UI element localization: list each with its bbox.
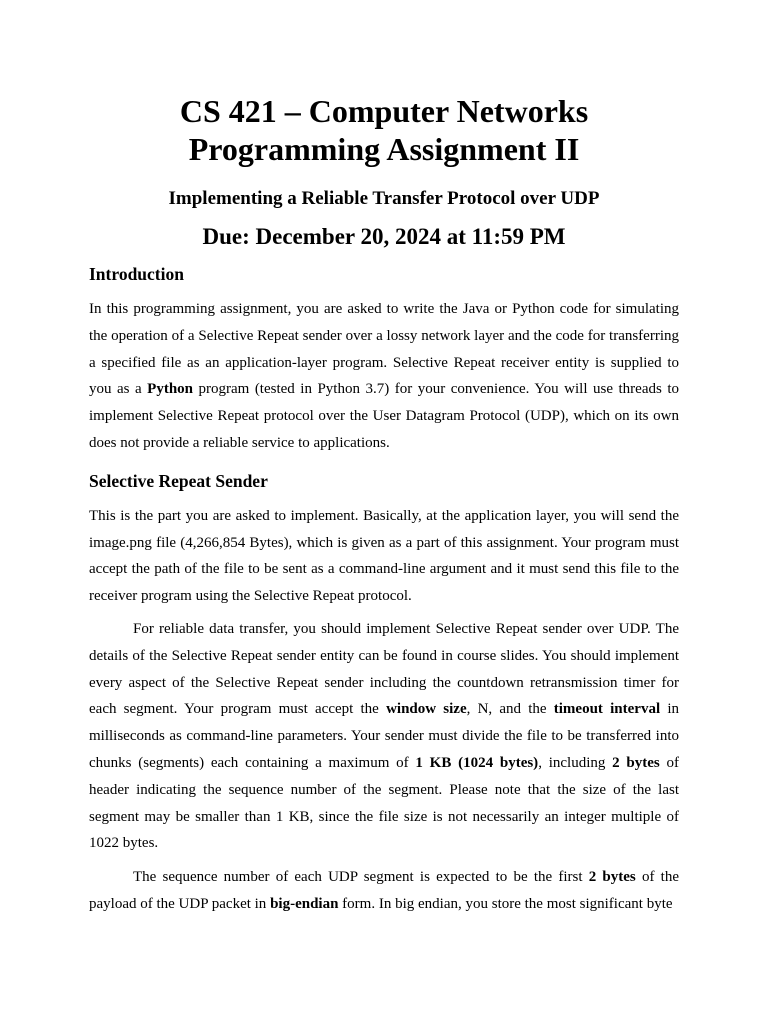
paragraph-sender-3 xyxy=(89,864,679,918)
paragraph-sender-1: This is the part you are asked to implement. Basically, at the application layer, you will send the image.png file (4,266,854 Bytes), which is given as a part of this assignment. Your program must accept the path of the file to be sent as a command-line argument and it must send this file to the receiver program using the Selective Repeat protocol. xyxy=(89,507,679,605)
bold-text: Python xyxy=(147,381,193,398)
text-run: of header indicating the sequence number of the segment. Please note that the size of the last segment may be smaller than 1 KB, since the file size is not necessarily an integer multiple of 1022 bytes. xyxy=(89,754,679,852)
text-run: form. In big endian, you store the most significant byte xyxy=(338,895,673,912)
text-run: , including xyxy=(538,754,613,771)
text-run: In this programming assignment, you are asked to write the Java or Python code for simulating the operation of a Selective Repeat sender over a lossy network layer and the code for transferring a specified file as an application-layer program. Selective Repeat receiver entity is supplied to you as a xyxy=(89,301,679,398)
bold-text: 2 bytes xyxy=(612,754,660,771)
section-heading-introduction: Introduction xyxy=(89,264,184,284)
text-run: , N, and the xyxy=(466,701,554,718)
title-line-1: CS 421 – Computer Networks xyxy=(179,93,589,129)
document-title xyxy=(89,92,679,168)
document-subtitle: Implementing a Reliable Transfer Protocol over UDP xyxy=(168,188,600,209)
paragraph-introduction xyxy=(89,296,679,457)
text-run: For reliable data transfer, you should implement Selective Repeat sender over UDP. The details of the Selective Repeat sender entity can be found in course slides. You should implement every aspect of the Selective Repeat sender including the countdown retransmission timer for each segment. Your program must accept the xyxy=(89,620,679,718)
section-heading-selective-repeat-sender: Selective Repeat Sender xyxy=(89,470,268,491)
title-line-2: Programming Assignment II xyxy=(188,131,580,167)
bold-text: 1 KB (1024 bytes) xyxy=(415,754,539,771)
text-run: program (tested in Python 3.7) for your convenience. You will use threads to implement Selective Repeat protocol over the User Datagram Protocol (UDP), which on its own does not provide a reliable service to applications. xyxy=(89,381,679,451)
bold-text: big-endian xyxy=(270,895,339,912)
text-run: of the payload of the UDP packet in xyxy=(89,869,679,912)
bold-text: window size xyxy=(386,701,467,718)
document-page xyxy=(89,92,679,918)
text-run: The sequence number of each UDP segment is expected to be the first xyxy=(133,869,589,886)
bold-text: timeout interval xyxy=(553,701,661,718)
text-run: in milliseconds as command-line parameters. Your sender must divide the file to be transferred into chunks (segments) each containing a maximum of xyxy=(89,701,680,771)
due-date: Due: December 20, 2024 at 11:59 PM xyxy=(202,224,566,249)
bold-text: 2 bytes xyxy=(588,869,636,886)
paragraph-sender-2 xyxy=(89,616,679,857)
